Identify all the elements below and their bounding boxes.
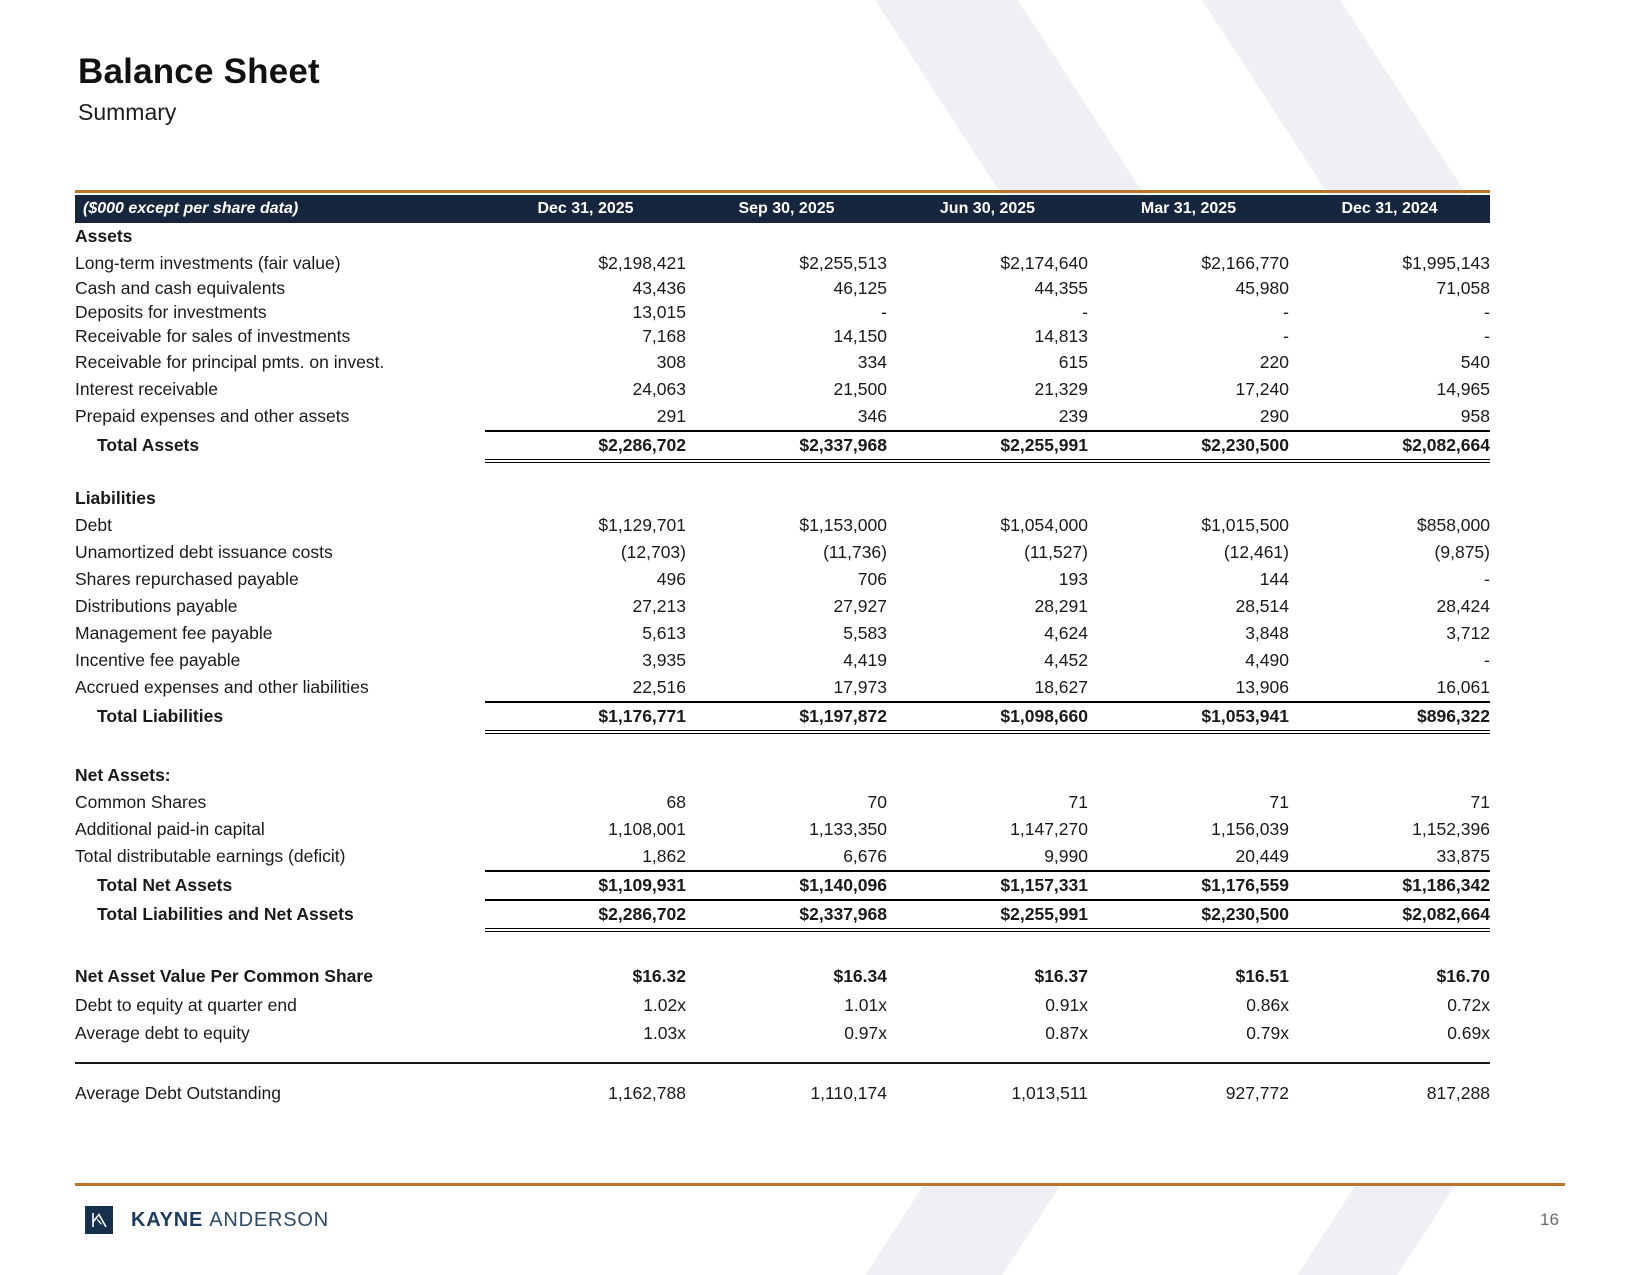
row-label: Assets — [75, 225, 133, 246]
cell-value: $1,140,096 — [686, 871, 887, 900]
table-row — [75, 1048, 1490, 1063]
table-row — [75, 485, 1490, 512]
table-header-date: Sep 30, 2025 — [686, 195, 887, 223]
cell-value: 16,061 — [1436, 676, 1490, 697]
table-row — [75, 732, 1490, 762]
table-row — [75, 461, 1490, 485]
cell-value: $1,157,331 — [887, 871, 1088, 900]
cell-value: (9,875) — [1434, 541, 1490, 562]
cell-value: 28,291 — [1034, 595, 1088, 616]
table-row — [75, 223, 1490, 250]
cell-value: $2,082,664 — [1289, 900, 1490, 930]
table-row — [75, 900, 1490, 930]
row-label: Distributions payable — [75, 595, 238, 616]
cell-value — [1088, 485, 1289, 512]
cell-value: 21,500 — [833, 378, 887, 399]
table-header-row — [75, 195, 1490, 223]
table-row — [75, 871, 1490, 900]
cell-value — [485, 223, 686, 250]
spacer-cell — [75, 461, 1490, 485]
table-row — [75, 647, 1490, 674]
cell-value: 28,424 — [1436, 595, 1490, 616]
cell-value: 0.87x — [1045, 1023, 1088, 1044]
table-row — [75, 816, 1490, 843]
cell-value: 4,419 — [843, 649, 887, 670]
cell-value: $2,166,770 — [1201, 252, 1289, 273]
footer-rule — [75, 1183, 1565, 1186]
cell-value: $2,286,702 — [485, 900, 686, 930]
cell-value: (11,527) — [1024, 541, 1088, 562]
cell-value: $2,082,664 — [1289, 431, 1490, 461]
cell-value: 20,449 — [1235, 845, 1289, 866]
cell-value: 1.03x — [643, 1023, 686, 1044]
row-label: Liabilities — [75, 487, 156, 508]
cell-value: (12,703) — [620, 541, 686, 562]
cell-value: 4,490 — [1245, 649, 1289, 670]
cell-value — [485, 485, 686, 512]
row-label: Long-term investments (fair value) — [75, 252, 341, 273]
cell-value: 14,150 — [833, 326, 887, 347]
cell-value: 220 — [1259, 351, 1289, 372]
balance-sheet-table — [75, 195, 1490, 1111]
cell-value: 6,676 — [843, 845, 887, 866]
cell-value: 5,583 — [843, 622, 887, 643]
row-label: Cash and cash equivalents — [75, 278, 286, 299]
table-row — [75, 843, 1490, 871]
brand-logo — [85, 1206, 329, 1234]
table-body — [75, 223, 1490, 1111]
cell-value: 334 — [857, 351, 887, 372]
header-row — [75, 195, 1490, 223]
table-row — [75, 1020, 1490, 1048]
cell-value: 0.72x — [1447, 995, 1490, 1016]
cell-value: - — [1484, 568, 1490, 589]
cell-value: $16.70 — [1436, 966, 1490, 987]
cell-value: 17,973 — [833, 676, 887, 697]
cell-value — [887, 762, 1088, 789]
cell-value: $2,230,500 — [1088, 431, 1289, 461]
cell-value: $16.34 — [833, 966, 887, 987]
cell-value — [686, 223, 887, 250]
row-label: Net Asset Value Per Common Share — [75, 966, 373, 987]
cell-value: $1,176,771 — [485, 702, 686, 732]
cell-value: $16.37 — [1034, 966, 1088, 987]
row-label: Average debt to equity — [75, 1023, 250, 1044]
cell-value: 46,125 — [833, 278, 887, 299]
cell-value: 1,152,396 — [1412, 818, 1490, 839]
row-label: Shares repurchased payable — [75, 568, 299, 589]
cell-value — [887, 223, 1088, 250]
cell-value: $2,198,421 — [598, 252, 686, 273]
cell-value: 1,108,001 — [608, 818, 686, 839]
balance-sheet-table-wrap — [75, 190, 1490, 1111]
cell-value: 706 — [857, 568, 887, 589]
cell-value: $1,109,931 — [485, 871, 686, 900]
cell-value: 1,862 — [642, 845, 686, 866]
cell-value: $1,015,500 — [1201, 514, 1289, 535]
row-label: Average Debt Outstanding — [75, 1063, 485, 1111]
table-row — [75, 539, 1490, 566]
cell-value: 44,355 — [1034, 278, 1088, 299]
page-subtitle: Summary — [78, 99, 177, 125]
cell-value — [1289, 223, 1490, 250]
cell-value: 28,514 — [1235, 595, 1289, 616]
cell-value — [1289, 485, 1490, 512]
cell-value — [1289, 762, 1490, 789]
cell-value: $2,255,513 — [799, 252, 887, 273]
table-row — [75, 762, 1490, 789]
row-label: Total Liabilities — [97, 706, 224, 727]
cell-value: 0.69x — [1447, 1023, 1490, 1044]
cell-value: 239 — [1058, 405, 1088, 426]
cell-value: 3,935 — [642, 649, 686, 670]
cell-value: 1,156,039 — [1211, 818, 1289, 839]
cell-value — [887, 485, 1088, 512]
cell-value: 0.91x — [1045, 995, 1088, 1016]
cell-value: $2,337,968 — [686, 431, 887, 461]
spacer-cell — [75, 930, 1490, 962]
cell-value: (11,736) — [823, 541, 887, 562]
cell-value: 0.86x — [1246, 995, 1289, 1016]
cell-value: 13,906 — [1235, 676, 1289, 697]
watermark-band — [1202, 0, 1467, 196]
cell-value: 4,452 — [1044, 649, 1088, 670]
cell-value: $896,322 — [1289, 702, 1490, 732]
cell-value: 1,147,270 — [1010, 818, 1088, 839]
cell-value: 45,980 — [1235, 278, 1289, 299]
cell-value — [1088, 223, 1289, 250]
spacer-cell — [75, 1048, 1490, 1063]
cell-value: 1,162,788 — [485, 1063, 686, 1111]
cell-value: 927,772 — [1088, 1063, 1289, 1111]
cell-value: 5,613 — [642, 622, 686, 643]
table-row — [75, 620, 1490, 647]
cell-value: 817,288 — [1289, 1063, 1490, 1111]
table-header-date: Dec 31, 2024 — [1289, 195, 1490, 223]
page-title: Balance Sheet — [78, 52, 320, 91]
cell-value: 27,927 — [833, 595, 887, 616]
cell-value: $1,053,941 — [1088, 702, 1289, 732]
table-row — [75, 566, 1490, 593]
cell-value: 308 — [656, 351, 686, 372]
table-row — [75, 512, 1490, 539]
cell-value: 71,058 — [1436, 278, 1490, 299]
cell-value: $1,153,000 — [799, 514, 887, 535]
cell-value: 193 — [1058, 568, 1088, 589]
watermark-band — [865, 1186, 1060, 1275]
cell-value: 496 — [656, 568, 686, 589]
row-label: Prepaid expenses and other assets — [75, 406, 350, 427]
row-label: Accrued expenses and other liabilities — [75, 677, 369, 698]
table-row — [75, 1063, 1490, 1111]
table-row — [75, 674, 1490, 702]
cell-value: - — [1283, 326, 1289, 347]
cell-value: - — [1484, 326, 1490, 347]
table-header-units: ($000 except per share data) — [75, 195, 485, 223]
table-header-date: Dec 31, 2025 — [485, 195, 686, 223]
cell-value: - — [1484, 649, 1490, 670]
cell-value: $1,186,342 — [1289, 871, 1490, 900]
cell-value: - — [1484, 302, 1490, 323]
cell-value: 290 — [1259, 405, 1289, 426]
cell-value: 0.97x — [844, 1023, 887, 1044]
cell-value: 27,213 — [632, 595, 686, 616]
cell-value: $2,286,702 — [485, 431, 686, 461]
cell-value: $1,995,143 — [1402, 252, 1490, 273]
cell-value: 615 — [1058, 351, 1088, 372]
row-label: Total Assets — [97, 435, 200, 456]
cell-value: - — [881, 302, 887, 323]
row-label: Net Assets: — [75, 764, 171, 785]
cell-value: 1,013,511 — [887, 1063, 1088, 1111]
cell-value: $2,337,968 — [686, 900, 887, 930]
cell-value: $2,255,991 — [887, 431, 1088, 461]
cell-value: 43,436 — [632, 278, 686, 299]
watermark-band — [875, 0, 1145, 196]
cell-value: 70 — [867, 791, 887, 812]
cell-value: 4,624 — [1044, 622, 1088, 643]
cell-value: 14,965 — [1436, 378, 1490, 399]
cell-value: 22,516 — [632, 676, 686, 697]
cell-value: $1,098,660 — [887, 702, 1088, 732]
cell-value — [485, 762, 686, 789]
row-label: Total Liabilities and Net Assets — [97, 904, 354, 925]
cell-value: - — [1082, 302, 1088, 323]
table-row — [75, 431, 1490, 461]
cell-value: $1,197,872 — [686, 702, 887, 732]
row-label: Receivable for sales of investments — [75, 326, 351, 347]
cell-value: $16.32 — [632, 966, 686, 987]
cell-value: 71 — [1068, 791, 1088, 812]
cell-value: 540 — [1460, 351, 1490, 372]
row-label: Receivable for principal pmts. on invest. — [75, 351, 385, 372]
title-block — [78, 52, 320, 126]
cell-value: 1.02x — [643, 995, 686, 1016]
cell-value — [686, 485, 887, 512]
row-label: Total Net Assets — [97, 874, 233, 895]
table-row — [75, 930, 1490, 962]
table-row — [75, 992, 1490, 1020]
cell-value: $1,176,559 — [1088, 871, 1289, 900]
table-row — [75, 301, 1490, 325]
cell-value: 71 — [1269, 791, 1289, 812]
cell-value: 291 — [656, 405, 686, 426]
page-number: 16 — [1540, 1210, 1559, 1229]
cell-value: 9,990 — [1044, 845, 1088, 866]
cell-value: 7,168 — [642, 326, 686, 347]
row-label: Debt to equity at quarter end — [75, 995, 297, 1016]
table-row — [75, 277, 1490, 301]
kayne-anderson-logo-icon — [85, 1206, 113, 1234]
cell-value: 3,712 — [1446, 622, 1490, 643]
row-label: Deposits for investments — [75, 302, 267, 323]
table-row — [75, 702, 1490, 732]
cell-value: 1,133,350 — [809, 818, 887, 839]
row-label: Debt — [75, 514, 112, 535]
row-label: Unamortized debt issuance costs — [75, 541, 333, 562]
table-row — [75, 962, 1490, 992]
cell-value: $2,174,640 — [1000, 252, 1088, 273]
brand-word-kayne: KAYNE — [131, 1208, 204, 1231]
cell-value: 71 — [1470, 791, 1490, 812]
table-row — [75, 325, 1490, 349]
cell-value: $2,255,991 — [887, 900, 1088, 930]
cell-value: 1.01x — [844, 995, 887, 1016]
cell-value: 1,110,174 — [686, 1063, 887, 1111]
cell-value: 68 — [666, 791, 686, 812]
table-row — [75, 593, 1490, 620]
cell-value — [1088, 762, 1289, 789]
table-row — [75, 250, 1490, 277]
row-label: Additional paid-in capital — [75, 818, 265, 839]
row-label: Incentive fee payable — [75, 649, 241, 670]
table-row — [75, 403, 1490, 431]
brand-wordmark — [131, 1209, 329, 1232]
cell-value: $2,230,500 — [1088, 900, 1289, 930]
table-header-date: Jun 30, 2025 — [887, 195, 1088, 223]
cell-value: 18,627 — [1034, 676, 1088, 697]
cell-value: 24,063 — [632, 378, 686, 399]
cell-value: 0.79x — [1246, 1023, 1289, 1044]
row-label: Total distributable earnings (deficit) — [75, 846, 346, 867]
row-label: Management fee payable — [75, 622, 273, 643]
watermark-band — [1297, 1186, 1455, 1275]
cell-value: $858,000 — [1417, 514, 1490, 535]
cell-value: 17,240 — [1235, 378, 1289, 399]
cell-value: 346 — [857, 405, 887, 426]
cell-value: $1,129,701 — [598, 514, 686, 535]
cell-value: $1,054,000 — [1000, 514, 1088, 535]
table-header-date: Mar 31, 2025 — [1088, 195, 1289, 223]
cell-value: $16.51 — [1235, 966, 1289, 987]
row-label: Common Shares — [75, 791, 207, 812]
cell-value: 13,015 — [632, 302, 686, 323]
table-row — [75, 376, 1490, 403]
row-label: Interest receivable — [75, 378, 218, 399]
cell-value: (12,461) — [1223, 541, 1289, 562]
spacer-cell — [75, 732, 1490, 762]
cell-value: 33,875 — [1436, 845, 1490, 866]
cell-value: 3,848 — [1245, 622, 1289, 643]
cell-value: 14,813 — [1034, 326, 1088, 347]
cell-value: - — [1283, 302, 1289, 323]
brand-word-anderson: ANDERSON — [209, 1208, 329, 1231]
table-row — [75, 789, 1490, 816]
gold-accent-rule — [75, 190, 1490, 193]
cell-value: 21,329 — [1034, 378, 1088, 399]
cell-value — [686, 762, 887, 789]
cell-value: 958 — [1460, 405, 1490, 426]
cell-value: 144 — [1259, 568, 1289, 589]
table-row — [75, 349, 1490, 376]
